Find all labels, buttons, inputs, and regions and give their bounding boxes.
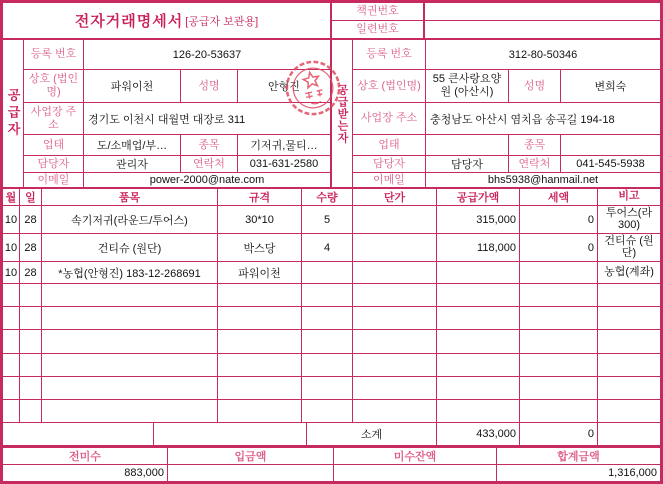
col-spec-header: 규격 [218,189,302,206]
supplier-manager-label: 담당자 [24,156,84,173]
serial-number-value [425,21,660,38]
buyer-biztype-value [426,135,509,156]
item-name: 건티슈 (원단) [42,234,218,262]
supplier-address-value: 경기도 이천시 대월면 대장로 311 [84,103,330,135]
item-tax [520,262,598,284]
col-month-header: 월 [3,189,20,206]
buyer-manager-value: 담당자 [426,156,509,173]
supplier-name-value: 안형진 [238,70,330,103]
serial-number-label: 일련번호 [332,21,425,38]
buyer-address-value: 충청남도 아산시 염치읍 송곡길 194-18 [426,103,660,135]
summary-header-row [3,448,660,465]
supplier-reg-label: 등록 번호 [24,40,84,70]
item-tax: 0 [520,206,598,234]
top-header [3,3,660,40]
doc-number-box [332,3,660,38]
buyer-reg-label: 등록 번호 [353,40,426,70]
item-month: 10 [3,206,20,234]
supplier-email-value: power-2000@nate.com [149,174,265,186]
supplier-contact-value: 031-631-2580 [238,156,330,173]
item-note: 건티슈 (원단) [598,234,660,262]
item-row [3,234,660,262]
item-row-empty [3,377,660,400]
buyer-name-value: 변희숙 [561,70,660,103]
item-month: 10 [3,262,20,284]
total-label: 합계금액 [497,448,660,465]
buyer-manager-label: 담당자 [353,156,426,173]
title-main: 전자거래명세서 [74,13,184,30]
buyer-email-value: bhs5938@hanmail.net [487,174,599,186]
item-name: *농협(안형진) 183-12-268691 [42,262,218,284]
item-unitprice [353,206,437,234]
supplier-address-label: 사업장 주소 [24,103,84,135]
col-day-header: 일 [20,189,42,206]
item-row-empty [3,400,660,423]
book-number-label: 책권번호 [332,3,425,20]
col-amount-header: 공급가액 [437,189,520,206]
buyer-company-value: 55 큰사랑요양원 (아산시) [426,70,509,103]
subtotal-amount: 433,000 [437,423,520,446]
supplier-company-label: 상호 (법인명) [24,70,84,103]
item-row [3,262,660,284]
buyer-contact-label: 연락처 [509,156,561,173]
item-qty [302,262,353,284]
item-row-empty [3,307,660,330]
supplier-contact-label: 연락처 [181,156,238,173]
items-header-row [3,189,660,206]
outstanding-label: 미수잔액 [334,448,497,465]
col-note-header: 비고 [598,189,660,206]
buyer-party-label: 공급받는자 [332,40,353,187]
item-month: 10 [3,234,20,262]
item-note: 농협(계좌) [598,262,660,284]
prev-balance-value: 883,000 [3,465,168,481]
item-amount: 315,000 [437,206,520,234]
supplier-manager-value: 관리자 [84,156,181,173]
outstanding-value [334,465,497,481]
buyer-panel [332,40,660,187]
items-table [3,189,660,448]
item-amount: 118,000 [437,234,520,262]
book-number-value [425,3,660,20]
item-amount [437,262,520,284]
supplier-email-label: 이메일 [24,173,84,187]
parties-section [3,40,660,189]
col-item-header: 품목 [42,189,218,206]
supplier-biztype-value: 도/소매업/부… [84,135,181,156]
item-spec: 30*10 [218,206,302,234]
document-title [3,3,332,38]
supplier-party-label: 공급자 [3,40,24,187]
item-tax: 0 [520,234,598,262]
item-row-empty [3,284,660,307]
buyer-company-label: 상호 (법인명) [353,70,426,103]
item-day: 28 [20,234,42,262]
subtotal-tax: 0 [520,423,598,446]
subtotal-label: 소계 [307,423,437,446]
deposit-label: 입금액 [168,448,334,465]
total-value: 1,316,000 [608,467,657,479]
title-sub: [공급자 보관용] [185,15,259,28]
item-row-empty [3,354,660,377]
col-unitprice-header: 단가 [353,189,437,206]
item-spec: 박스당 [218,234,302,262]
supplier-panel [3,40,332,187]
buyer-reg-value: 312-80-50346 [426,40,660,70]
summary-section [3,448,660,481]
item-unitprice [353,262,437,284]
item-qty: 5 [302,206,353,234]
item-row-empty [3,330,660,353]
item-name: 속기저귀(라운드/투어스) [42,206,218,234]
supplier-company-value: 파워이천 [84,70,181,103]
col-tax-header: 세액 [520,189,598,206]
supplier-bizitem-value: 기저귀,물티… [238,135,330,156]
subtotal-row [3,423,660,446]
buyer-biztype-label: 업태 [353,135,426,156]
item-qty: 4 [302,234,353,262]
deposit-value [168,465,334,481]
item-note: 투어스(라 300) [598,206,660,234]
supplier-biztype-label: 업태 [24,135,84,156]
item-day: 28 [20,262,42,284]
buyer-bizitem-value [561,135,660,156]
summary-value-row [3,465,660,481]
supplier-name-label: 성명 [181,70,238,103]
buyer-name-label: 성명 [509,70,561,103]
supplier-reg-value: 126-20-53637 [84,40,330,70]
col-qty-header: 수량 [302,189,353,206]
item-day: 28 [20,206,42,234]
item-row [3,206,660,234]
buyer-email-label: 이메일 [353,173,426,187]
item-unitprice [353,234,437,262]
item-spec: 파워이천 [218,262,302,284]
buyer-address-label: 사업장 주소 [353,103,426,135]
prev-balance-label: 전미수 [3,448,168,465]
buyer-contact-value: 041-545-5938 [561,156,660,173]
supplier-bizitem-label: 종목 [181,135,238,156]
buyer-bizitem-label: 종목 [509,135,561,156]
